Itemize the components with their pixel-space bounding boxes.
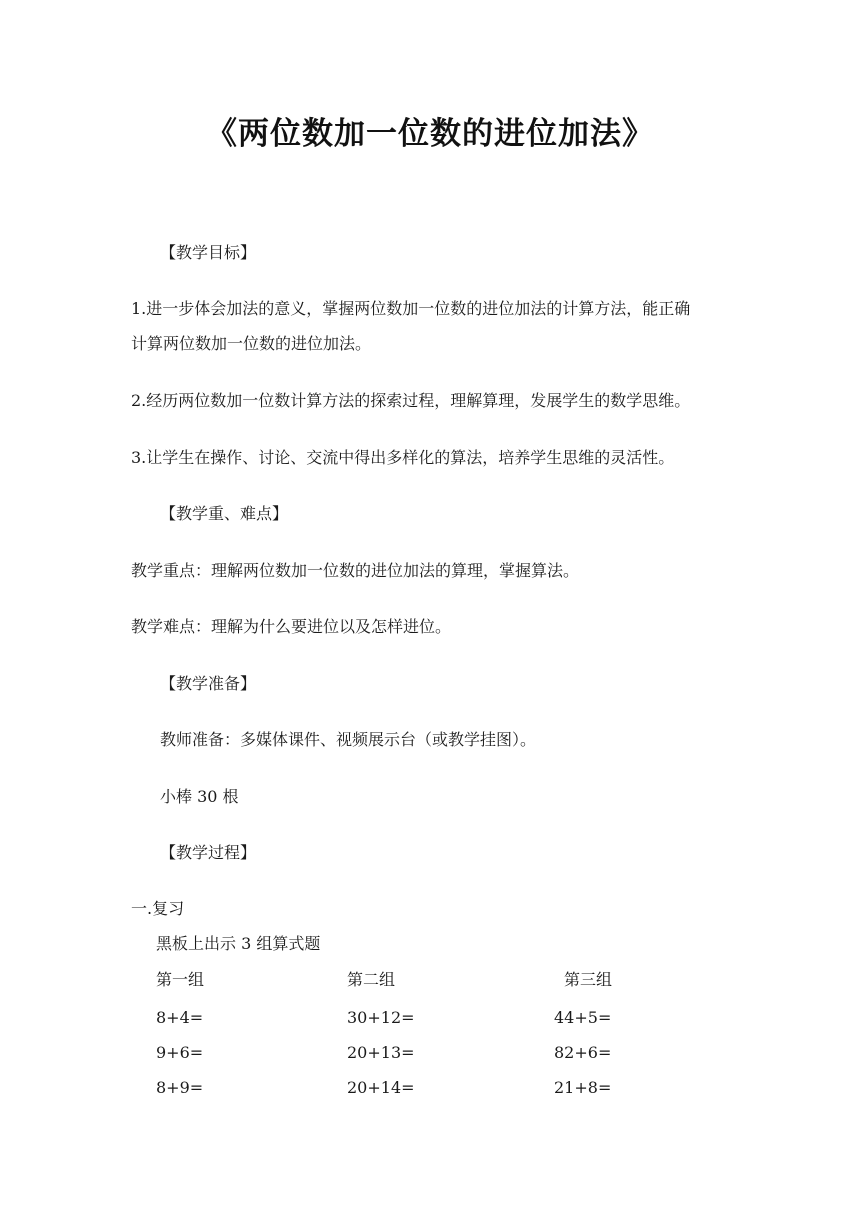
- objective-2: 2.经历两位数加一位数计算方法的探索过程，理解算理，发展学生的数学思维。: [131, 391, 691, 410]
- objectives-heading: 【教学目标】: [160, 243, 257, 262]
- blackboard-intro: 黑板上出示 3 组算式题: [156, 934, 321, 953]
- keypoints-heading: 【教学重、难点】: [160, 504, 289, 523]
- objective-1-line-2: 计算两位数加一位数的进位加法。: [131, 334, 372, 353]
- review-heading: 一.复习: [131, 899, 185, 918]
- group-1-item-2: 9+6=: [156, 1043, 204, 1062]
- objective-1-line-1: 1.进一步体会加法的意义，掌握两位数加一位数的进位加法的计算方法，能正确: [131, 299, 691, 318]
- group-2-item-3: 20+14=: [347, 1078, 415, 1097]
- group-3-item-3: 21+8=: [554, 1078, 612, 1097]
- group-2-item-2: 20+13=: [347, 1043, 415, 1062]
- group-2-label: 第二组: [347, 970, 396, 989]
- group-1-label: 第一组: [156, 970, 205, 989]
- difficulty-text: 教学难点：理解为什么要进位以及怎样进位。: [131, 617, 452, 636]
- group-2-item-1: 30+12=: [347, 1008, 415, 1027]
- group-3-label: 第三组: [564, 970, 613, 989]
- preparation-heading: 【教学准备】: [160, 674, 257, 693]
- group-1-item-1: 8+4=: [156, 1008, 204, 1027]
- group-1-item-3: 8+9=: [156, 1078, 204, 1097]
- process-heading: 【教学过程】: [160, 843, 257, 862]
- group-3-item-1: 44+5=: [554, 1008, 612, 1027]
- objective-3: 3.让学生在操作、讨论、交流中得出多样化的算法，培养学生思维的灵活性。: [131, 448, 675, 467]
- group-3-item-2: 82+6=: [554, 1043, 612, 1062]
- sticks-preparation: 小棒 30 根: [160, 787, 239, 806]
- teacher-preparation: 教师准备：多媒体课件、视频展示台（或教学挂图）。: [160, 730, 537, 749]
- document-title: 《两位数加一位数的进位加法》: [206, 116, 654, 152]
- keypoint-text: 教学重点：理解两位数加一位数的进位加法的算理，掌握算法。: [131, 561, 580, 580]
